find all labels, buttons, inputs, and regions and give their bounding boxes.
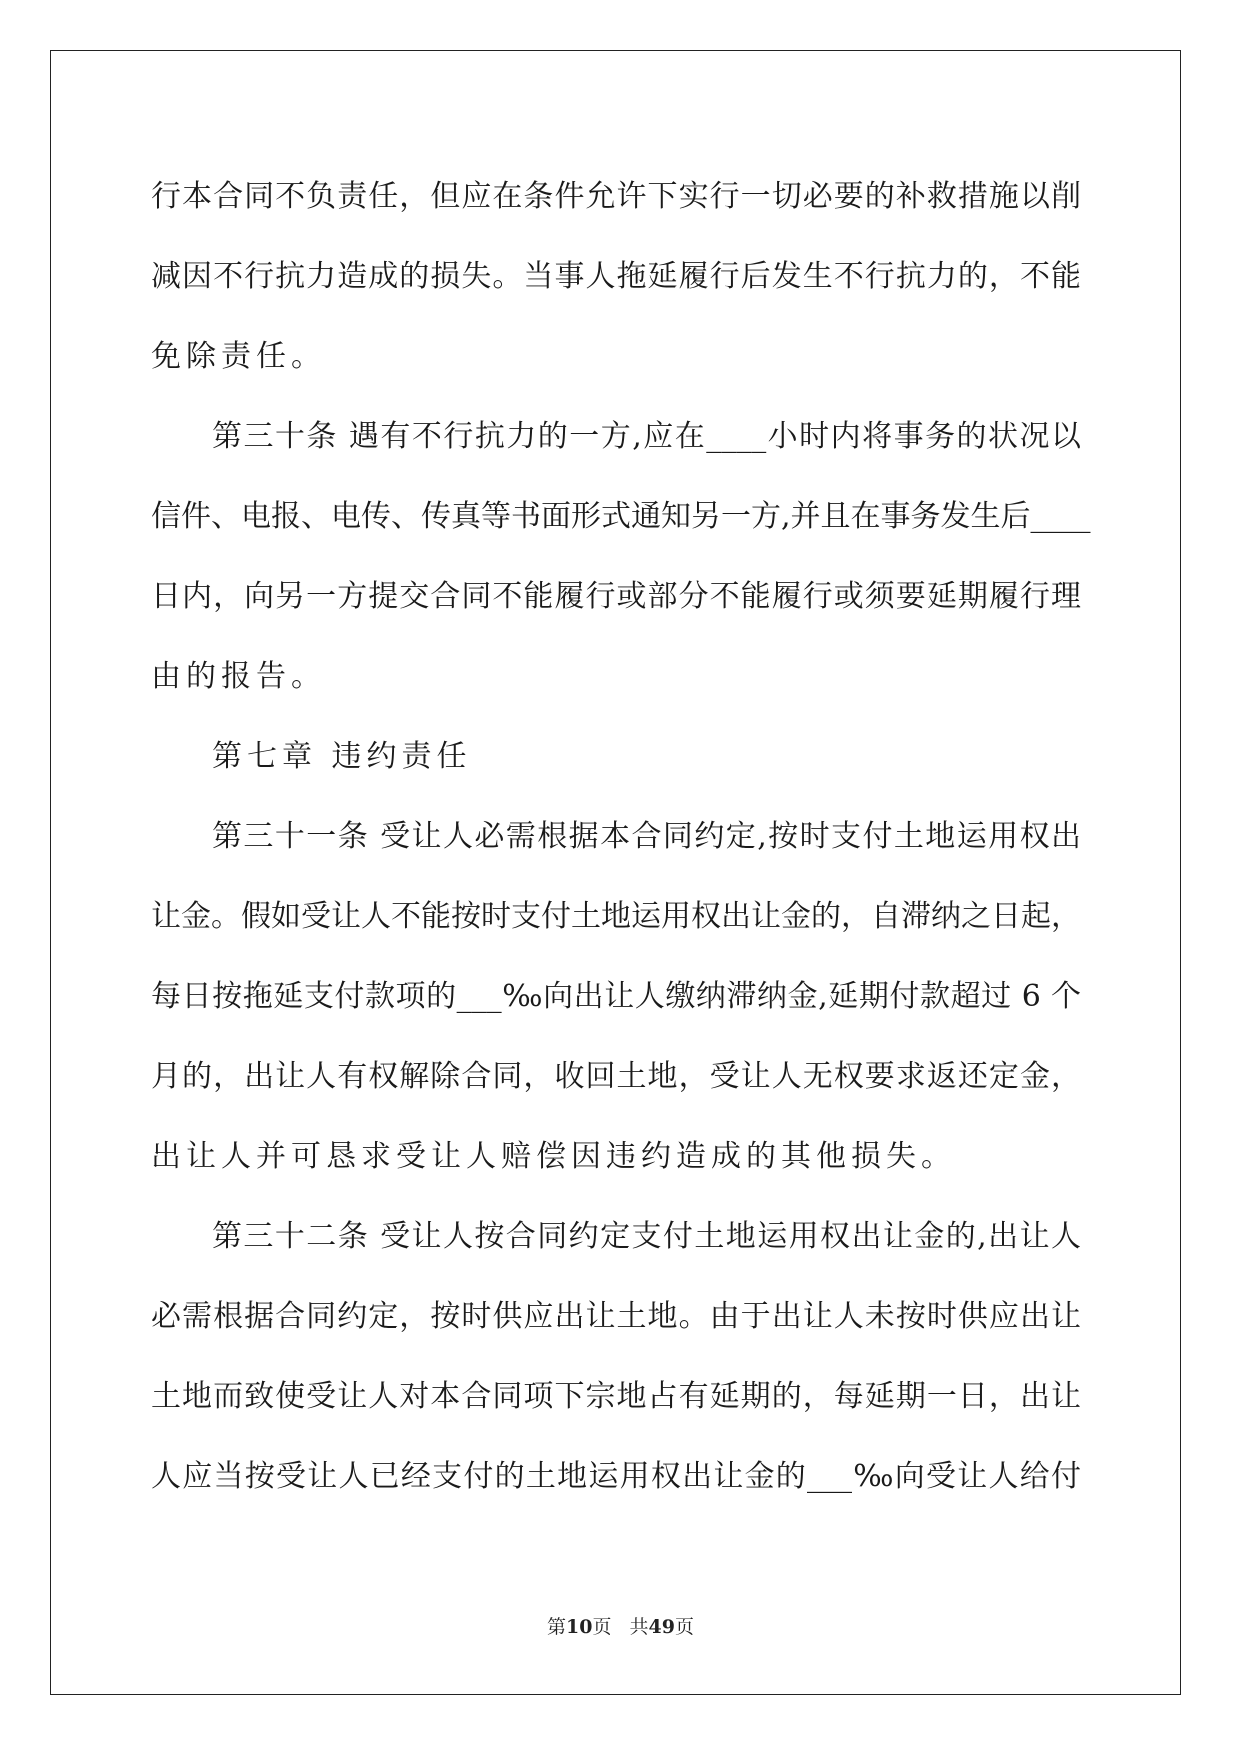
total-pages: 49 — [648, 1616, 675, 1638]
text-line-10: 让金。假如受让人不能按时支付土地运用权出让金的，自滞纳之日起， — [151, 899, 1081, 934]
page-prefix: 第 — [547, 1616, 567, 1638]
text-line-15: 必需根据合同约定，按时供应出让土地。由于出让人未按时供应出让 — [151, 1299, 1081, 1334]
text-line-6: 日内，向另一方提交合同不能履行或部分不能履行或须要延期履行理 — [151, 579, 1081, 614]
total-suffix: 页 — [674, 1616, 694, 1638]
text-line-12: 月的，出让人有权解除合同，收回土地，受让人无权要求返还定金， — [151, 1059, 1081, 1094]
text-line-7: 由的报告。 — [151, 659, 326, 694]
article-32-start: 第三十二条 受让人按合同约定支付土地运用权出让金的,出让人 — [212, 1219, 1081, 1254]
text-line-2: 减因不行抗力造成的损失。当事人拖延履行后发生不行抗力的，不能 — [151, 259, 1081, 294]
page-number: 10 — [566, 1616, 593, 1638]
total-prefix: 共 — [629, 1616, 649, 1638]
text-line-1: 行本合同不负责任，但应在条件允许下实行一切必要的补救措施以削 — [151, 179, 1081, 214]
text-line-5: 信件、电报、电传、传真等书面形式通知另一方,并且在事务发生后____ — [151, 499, 1091, 534]
text-line-11: 每日按拖延支付款项的___‰向出让人缴纳滞纳金,延期付款超过 6 个 — [151, 979, 1081, 1014]
text-line-16: 土地而致使受让人对本合同项下宗地占有延期的，每延期一日，出让 — [151, 1379, 1081, 1414]
text-line-13: 出让人并可恳求受让人赔偿因违约造成的其他损失。 — [151, 1139, 956, 1174]
chapter-7-heading: 第七章 违约责任 — [212, 739, 472, 774]
page-footer — [0, 1612, 1241, 1639]
text-line-3: 免除责任。 — [151, 339, 326, 374]
article-30-start: 第三十条 遇有不行抗力的一方,应在____小时内将事务的状况以 — [212, 419, 1081, 454]
page-suffix: 页 — [592, 1616, 612, 1638]
article-31-start: 第三十一条 受让人必需根据本合同约定,按时支付土地运用权出 — [212, 819, 1081, 854]
document-body — [151, 157, 1091, 1517]
text-line-17: 人应当按受让人已经支付的土地运用权出让金的___‰向受让人给付 — [151, 1459, 1081, 1494]
